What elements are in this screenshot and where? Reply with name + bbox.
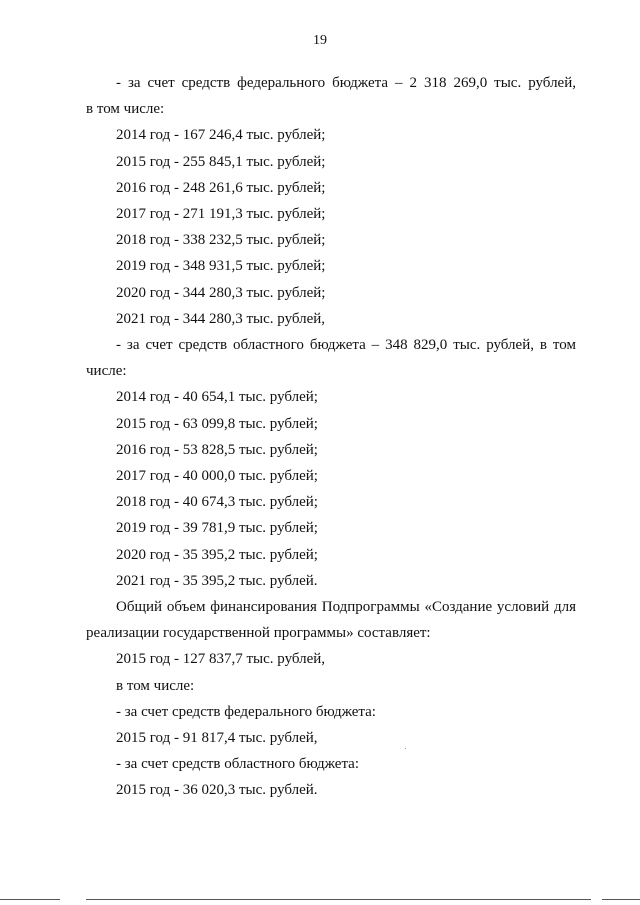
regional-year-2021: 2021 год - 35 395,2 тыс. рублей. — [116, 572, 318, 589]
subprogram-federal-label: - за счет средств федерального бюджета: — [116, 703, 376, 720]
scan-speck — [405, 748, 406, 749]
subprogram-including: в том числе: — [116, 677, 195, 694]
federal-year-2014: 2014 год - 167 246,4 тыс. рублей; — [116, 127, 326, 144]
regional-year-2014: 2014 год - 40 654,1 тыс. рублей; — [116, 389, 318, 406]
subprogram-regional-label: - за счет средств областного бюджета: — [116, 756, 360, 773]
regional-year-2015: 2015 год - 63 099,8 тыс. рублей; — [116, 415, 318, 432]
bottom-rule-right — [602, 899, 640, 900]
subprogram-regional-value: 2015 год - 36 020,3 тыс. рублей. — [116, 782, 318, 799]
federal-year-2021: 2021 год - 344 280,3 тыс. рублей, — [116, 310, 326, 327]
federal-year-2020: 2020 год - 344 280,3 тыс. рублей; — [116, 284, 326, 301]
bottom-rule-center — [86, 899, 591, 900]
regional-year-2020: 2020 год - 35 395,2 тыс. рублей; — [116, 546, 318, 563]
federal-year-2016: 2016 год - 248 261,6 тыс. рублей; — [116, 179, 326, 196]
regional-year-2019: 2019 год - 39 781,9 тыс. рублей; — [116, 520, 318, 537]
subprogram-heading-cont: реализации государственной программы» составляет: — [86, 625, 431, 642]
subprogram-federal-value: 2015 год - 91 817,4 тыс. рублей, — [116, 730, 318, 747]
federal-year-2019: 2019 год - 348 931,5 тыс. рублей; — [116, 258, 326, 275]
federal-budget-intro-cont: в том числе: — [86, 101, 165, 118]
regional-year-2016: 2016 год - 53 828,5 тыс. рублей; — [116, 441, 318, 458]
page-number: 19 — [313, 33, 327, 48]
federal-year-2017: 2017 год - 271 191,3 тыс. рублей; — [116, 206, 326, 223]
regional-year-2017: 2017 год - 40 000,0 тыс. рублей; — [116, 468, 318, 485]
regional-budget-intro-cont: числе: — [86, 363, 127, 380]
subprogram-heading: Общий объем финансирования Подпрограммы «Создание условий для — [116, 599, 576, 616]
subprogram-total: 2015 год - 127 837,7 тыс. рублей, — [116, 651, 326, 668]
bottom-rule-left — [0, 899, 60, 900]
federal-year-2018: 2018 год - 338 232,5 тыс. рублей; — [116, 232, 326, 249]
regional-year-2018: 2018 год - 40 674,3 тыс. рублей; — [116, 494, 318, 511]
document-body — [86, 70, 576, 804]
federal-year-2015: 2015 год - 255 845,1 тыс. рублей; — [116, 153, 326, 170]
federal-budget-intro: - за счет средств федерального бюджета – 2 318 269,0 тыс. рублей, — [116, 75, 576, 91]
regional-budget-intro: - за счет средств областного бюджета – 348 829,0 тыс. рублей, в том — [116, 337, 576, 354]
